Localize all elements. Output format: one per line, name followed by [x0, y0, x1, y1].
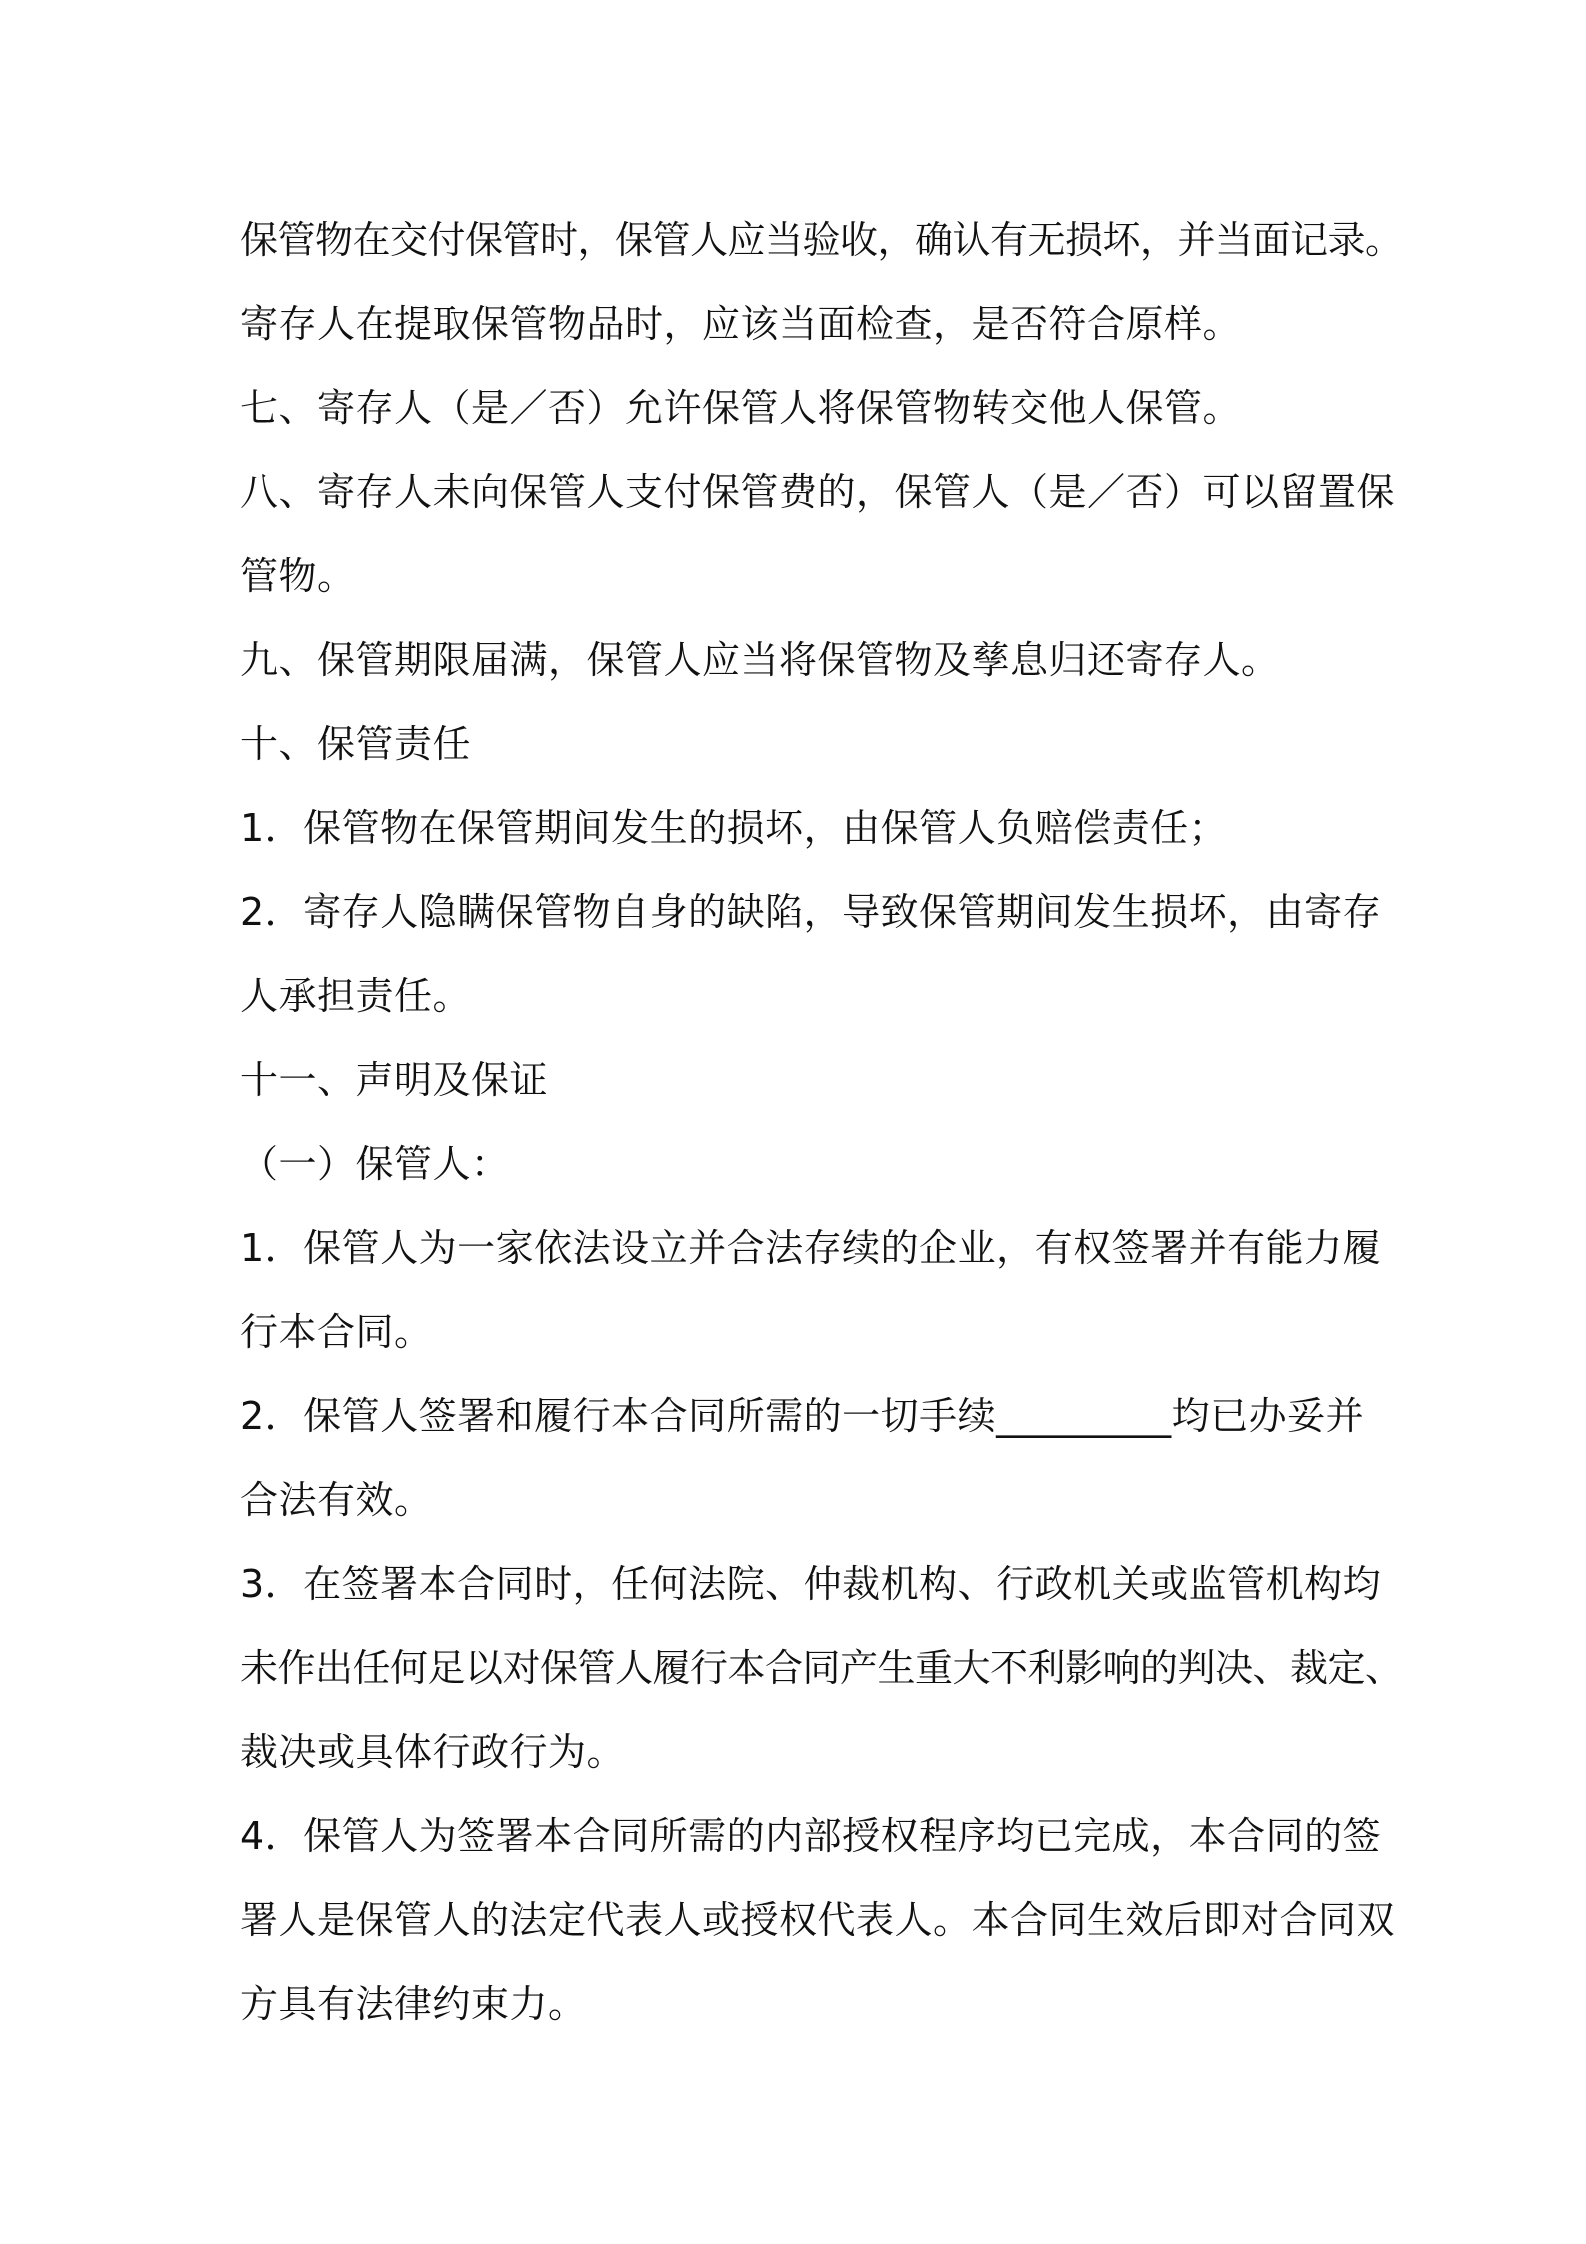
paragraph-line: 寄存人在提取保管物品时，应该当面检查，是否符合原样。 [240, 302, 1242, 346]
liability-item-2-line-2: 人承担责任。 [240, 974, 472, 1018]
liability-item-2-line-1: 2．寄存人隐瞒保管物自身的缺陷，导致保管期间发生损坏，由寄存 [240, 890, 1382, 934]
warranty-item-1-line-1: 1．保管人为一家依法设立并合法存续的企业，有权签署并有能力履 [240, 1226, 1382, 1270]
clause-eleven-heading: 十一、声明及保证 [240, 1058, 549, 1102]
warranty-item-3-line-3: 裁决或具体行政行为。 [240, 1730, 626, 1774]
warranty-item-4-line-3: 方具有法律约束力。 [240, 1982, 587, 2026]
custodian-subheading: （一）保管人： [240, 1142, 510, 1186]
clause-ten-heading: 十、保管责任 [240, 722, 472, 766]
warranty-item-3-line-1: 3．在签署本合同时，任何法院、仲裁机构、行政机关或监管机构均 [240, 1562, 1382, 1606]
clause-nine: 九、保管期限届满，保管人应当将保管物及孳息归还寄存人。 [240, 638, 1280, 682]
warranty-item-2-line-1: 2．保管人签署和履行本合同所需的一切手续_________均已办妥并 [240, 1394, 1365, 1438]
warranty-item-4-line-1: 4．保管人为签署本合同所需的内部授权程序均已完成，本合同的签 [240, 1814, 1382, 1858]
document-body [240, 198, 1403, 2046]
paragraph-line: 保管物在交付保管时，保管人应当验收，确认有无损坏，并当面记录。 [240, 218, 1403, 262]
clause-seven: 七、寄存人（是／否）允许保管人将保管物转交他人保管。 [240, 386, 1242, 430]
liability-item-1: 1．保管物在保管期间发生的损坏，由保管人负赔偿责任； [240, 806, 1228, 850]
warranty-item-3-line-2: 未作出任何足以对保管人履行本合同产生重大不利影响的判决、裁定、 [240, 1646, 1403, 1690]
clause-eight-line-1: 八、寄存人未向保管人支付保管费的，保管人（是／否）可以留置保 [240, 470, 1396, 514]
warranty-item-4-line-2: 署人是保管人的法定代表人或授权代表人。本合同生效后即对合同双 [240, 1898, 1396, 1942]
warranty-item-2-line-2: 合法有效。 [240, 1478, 433, 1522]
warranty-item-1-line-2: 行本合同。 [240, 1310, 433, 1354]
clause-eight-line-2: 管物。 [240, 554, 356, 598]
